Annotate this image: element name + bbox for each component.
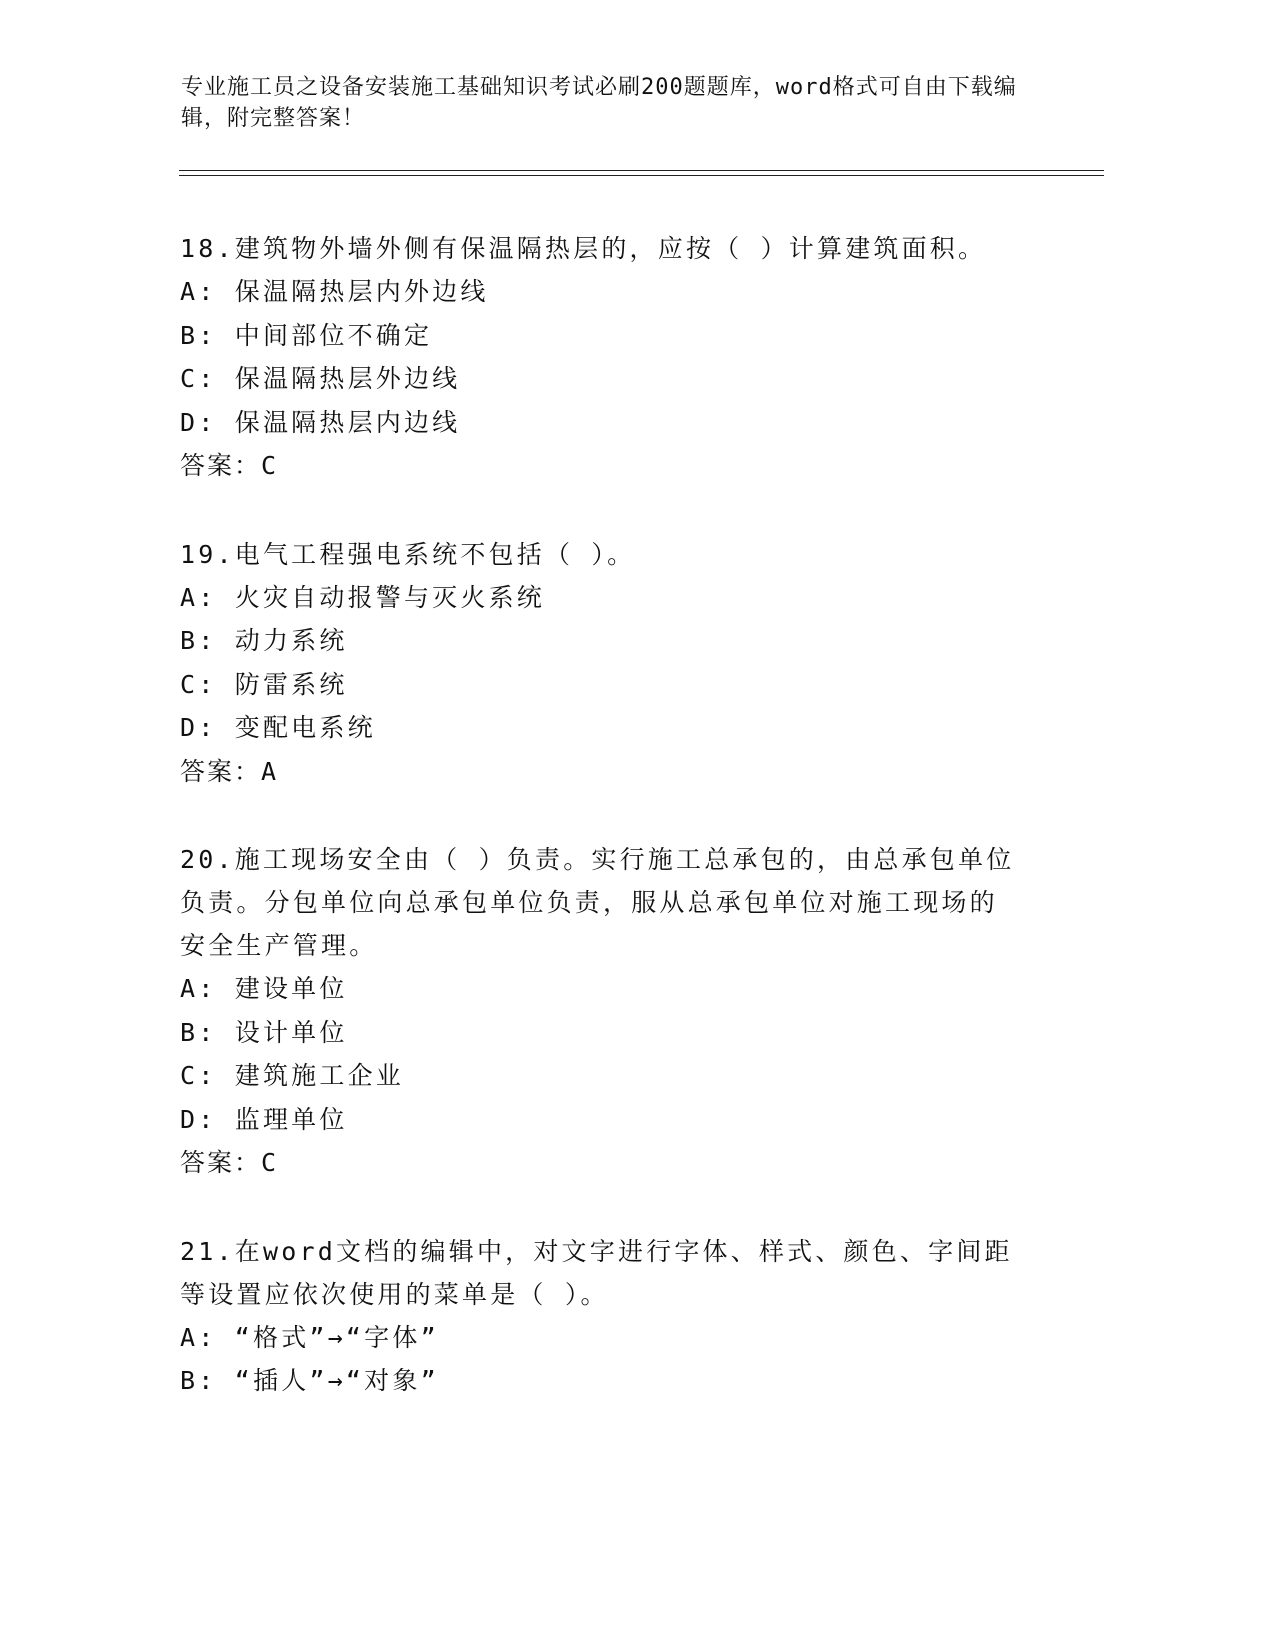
option-c <box>180 357 1020 401</box>
answer-label: 答案： <box>180 756 262 786</box>
option-text: 监理单位 <box>234 1104 348 1134</box>
option-text: 火灾自动报警与灭火系统 <box>234 582 545 612</box>
question-stem: 21.在word文档的编辑中，对文字进行字体、样式、颜色、字间距等设置应依次使用的菜单是（ ）。 <box>180 1236 1013 1309</box>
option-d <box>180 706 1020 750</box>
option-b <box>180 619 1020 663</box>
answer-label: 答案： <box>180 1148 262 1177</box>
question-21 <box>180 1230 1020 1403</box>
option-key: C: <box>180 669 217 699</box>
answer-line <box>180 444 1020 488</box>
option-c <box>180 1054 1020 1098</box>
answer-label: 答案： <box>180 451 262 480</box>
option-text: 中间部位不确定 <box>234 320 433 350</box>
option-key: D: <box>180 1104 217 1134</box>
header-divider-bottom <box>179 175 1104 176</box>
question-stem: 19.电气工程强电系统不包括（ ）。 <box>180 539 636 569</box>
option-a <box>180 1316 1020 1360</box>
question-stem: 20.施工现场安全由（ ）负责。实行施工总承包的，由总承包单位负责。分包单位向总承包单位负责，服从总承包单位对施工现场的安全生产管理。 <box>180 845 1015 960</box>
option-text: 动力系统 <box>234 626 348 655</box>
option-text: “格式”→“字体” <box>234 1322 439 1352</box>
option-text: 防雷系统 <box>234 669 348 699</box>
question-list <box>180 227 1020 1448</box>
option-key: C: <box>180 1061 217 1090</box>
option-a <box>180 967 1020 1011</box>
option-text: 建设单位 <box>234 974 348 1003</box>
option-key: A: <box>180 582 217 612</box>
question-20 <box>180 838 1020 1185</box>
option-text: 保温隔热层外边线 <box>234 364 461 393</box>
answer-value: A <box>261 756 279 786</box>
option-a <box>180 576 1020 620</box>
option-text: “插人”→“对象” <box>234 1366 439 1395</box>
option-key: B: <box>180 626 217 655</box>
answer-value: C <box>261 451 279 480</box>
answer-value: C <box>261 1148 279 1177</box>
option-b <box>180 314 1020 358</box>
option-text: 变配电系统 <box>234 713 376 742</box>
question-19 <box>180 533 1020 794</box>
option-text: 保温隔热层内外边线 <box>234 277 489 306</box>
option-key: A: <box>180 277 217 306</box>
option-key: C: <box>180 364 217 393</box>
option-c <box>180 663 1020 707</box>
option-text: 建筑施工企业 <box>234 1061 404 1090</box>
option-key: B: <box>180 1366 217 1395</box>
option-b <box>180 1011 1020 1055</box>
question-stem: 18.建筑物外墙外侧有保温隔热层的，应按（ ）计算建筑面积。 <box>180 234 987 263</box>
option-a <box>180 270 1020 314</box>
option-d <box>180 1098 1020 1142</box>
option-key: A: <box>180 974 217 1003</box>
option-key: D: <box>180 407 217 437</box>
option-key: B: <box>180 320 217 350</box>
option-text: 设计单位 <box>234 1017 348 1047</box>
option-key: A: <box>180 1322 217 1352</box>
document-header: 专业施工员之设备安装施工基础知识考试必刷200题题库，word格式可自由下载编辑，附完整答案！ <box>181 75 1017 131</box>
answer-line <box>180 750 1020 794</box>
answer-line <box>180 1141 1020 1185</box>
option-text: 保温隔热层内边线 <box>234 407 461 437</box>
option-b <box>180 1359 1020 1403</box>
option-key: B: <box>180 1017 217 1047</box>
option-key: D: <box>180 713 217 742</box>
header-divider-top <box>179 170 1104 171</box>
option-d <box>180 401 1020 445</box>
question-18 <box>180 227 1020 488</box>
